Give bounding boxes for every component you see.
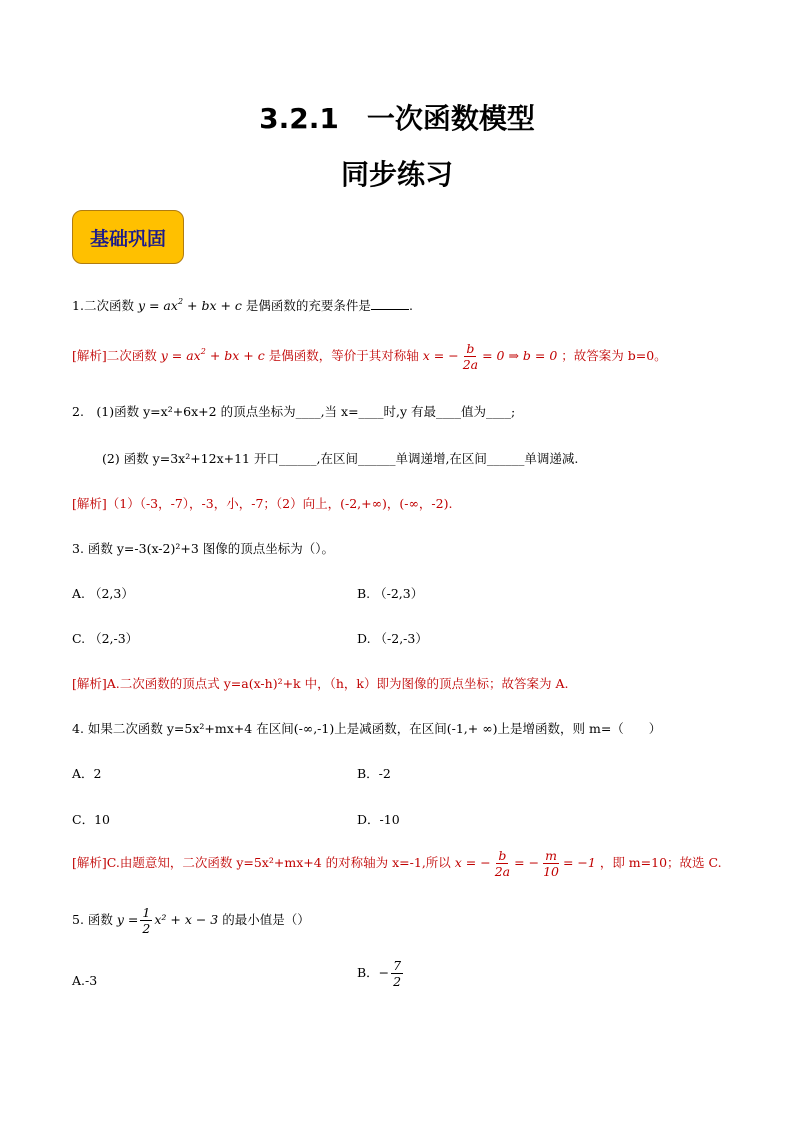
q3-option-c: C. （2,-3）	[72, 631, 139, 646]
answer-1-formula: x = − $\frac{b}{2a}$ = 0 ⇒ b = 0	[422, 341, 558, 372]
page-title: 3.2.1 一次函数模型	[259, 102, 535, 135]
section-badge	[72, 210, 184, 264]
answer-1-equation: $y = ax^2$ + bx + c	[160, 347, 265, 363]
q4-option-a: A．2	[72, 766, 102, 781]
answer-3: [解析]A.二次函数的顶点式 y=a(x-h)²+k 中，（h，k）即为图像的顶点坐标；故答案为 A.	[72, 676, 569, 691]
q4-option-b: B．-2	[357, 766, 391, 781]
q5-text-1: 5. 函数	[72, 912, 113, 927]
answer-4-text-1: [解析]C.由题意知，二次函数 y=5x²+mx+4 的对称轴为 x=-1,所以	[72, 855, 451, 870]
question-2-part-2: (2) 函数 y=3x²+12x+11 开口______,在区间______单调递增,在区间______单调递减.	[102, 451, 579, 466]
q5-option-b-fraction: $\frac{7}{2}$	[393, 958, 402, 989]
q5-option-a: A.-3	[72, 973, 98, 988]
answer-1-text-2: 是偶函数，等价于其对称轴	[268, 348, 419, 363]
question-5	[72, 905, 310, 936]
answer-4-formula: x = − $\frac{b}{2a}$ = − $\frac{m}{10}$ = −1	[454, 848, 596, 879]
q3-option-d: D. （-2,-3）	[357, 631, 428, 646]
q4-option-d: D．-10	[357, 812, 400, 827]
answer-2: [解析]（1）（-3，-7），-3，小，-7；（2）向上，(-2,+∞)，(-∞，-2).	[72, 496, 453, 511]
answer-4	[72, 848, 722, 879]
section-badge-label: 基础巩固	[89, 227, 166, 250]
answer-1	[72, 341, 667, 372]
q3-option-a: A. （2,3）	[72, 586, 134, 601]
question-1: 1.二次函数 $y = ax^2$ + bx + c 是偶函数的充要条件是 .	[72, 297, 413, 313]
question-4: 4. 如果二次函数 y=5x²+mx+4 在区间(-∞,-1)上是减函数，在区间(-1,+ ∞)上是增函数，则 m=（ ）	[72, 721, 662, 736]
q1-text-1: 二次函数	[83, 298, 134, 313]
question-2-part-1: 2. (1)函数 y=x²+6x+2 的顶点坐标为____,当 x=____时,y 有最____值为____;	[72, 404, 516, 419]
q3-option-b: B. （-2,3）	[357, 586, 424, 601]
q1-answer-blank	[371, 298, 409, 310]
q5-equation: y = $\frac{1}{2}$ x² + x − 3	[116, 905, 219, 936]
question-3: 3. 函数 y=-3(x-2)²+3 图像的顶点坐标为（）。	[72, 541, 335, 556]
q4-option-c: C．10	[72, 812, 110, 827]
q1-number: 1.	[72, 298, 84, 313]
page-subtitle: 同步练习	[340, 158, 453, 191]
q1-equation: $y = ax^2$ + bx + c	[137, 297, 242, 313]
q1-text-2: 是偶函数的充要条件是	[245, 298, 371, 313]
q5-option-b: B．− $\frac{7}{2}$	[357, 958, 402, 989]
answer-1-text-3: ；故答案为 b=0。	[561, 348, 667, 363]
q5-text-2: 的最小值是（）	[222, 912, 310, 927]
answer-1-tag: [解析]二次函数	[72, 348, 157, 363]
answer-1-fraction: $\frac{b}{2a}$	[462, 341, 479, 372]
answer-4-text-2: ，即 m=10；故选 C.	[599, 855, 722, 870]
